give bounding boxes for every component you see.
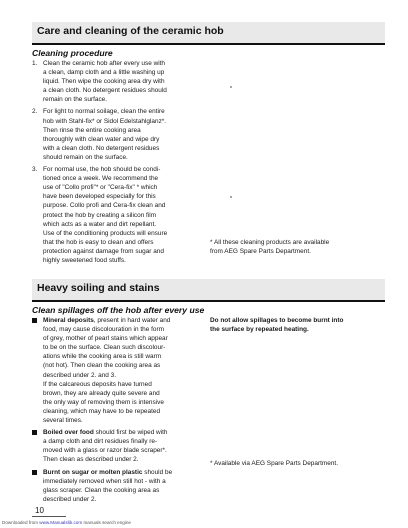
step-text-line: with a clean cloth. No detergent residues <box>43 144 160 152</box>
cleaning-steps-list <box>32 59 207 265</box>
footer-divider <box>32 516 66 517</box>
step-text-line: remain on the surface. <box>43 96 108 104</box>
item-text-line: described under 2. and 3. <box>43 371 117 379</box>
subheading-cleaning-procedure: Cleaning procedure <box>32 48 113 58</box>
step-text-line: For light to normal soilage, clean the entire <box>43 108 165 116</box>
bullet-square-icon <box>32 430 37 435</box>
item-text-line: Then clean as described under 2. <box>43 456 139 464</box>
products-availability-note <box>210 238 390 256</box>
step-text-line: protection against damage from sugar and <box>43 247 164 255</box>
step-number: 1. <box>32 60 38 67</box>
scan-speck <box>230 86 232 88</box>
item-text-line: the only way of removing them is intensive <box>43 398 164 406</box>
item-text-line: cleaning, which may have to be repeated <box>43 407 161 415</box>
bullet-square-icon <box>32 470 37 475</box>
item-text-line: a damp cloth and dirt residues finally re- <box>43 438 158 446</box>
warning-burnt-spillages <box>210 316 390 334</box>
section-title-care-cleaning <box>32 22 385 43</box>
step-text-line: liquid. Then wipe the cooking area dry with <box>43 78 165 86</box>
soiling-item <box>32 428 207 464</box>
step-text-line: that the hob is easy to clean and offers <box>43 238 154 246</box>
item-text-line: food, may cause discolouration in the form <box>43 326 164 334</box>
item-keyword: Mineral deposits <box>43 317 94 324</box>
item-text-line: immediately removed when still hot - with a <box>43 477 166 485</box>
step-text-line: have been developed especially for this <box>43 193 156 201</box>
step-text-line: Then rinse the entire cooking area <box>43 126 141 134</box>
step-text-line: protect the hob by creating a silicon film <box>43 211 157 219</box>
item-text-line: described under 2. <box>43 495 97 503</box>
subheading-clean-spillages: Clean spillages off the hob after every use <box>32 305 205 315</box>
item-keyword: Boiled over food <box>43 429 94 437</box>
warning-text-line: the surface by repeated heating. <box>210 326 309 334</box>
item-text-line: glass scraper. Clean the cooking area as <box>43 486 160 494</box>
step-text-line: a clean, damp cloth and a little washing up <box>43 69 165 77</box>
step-text-line: highly sweetened food stuffs. <box>43 256 126 264</box>
step-text-line: which acts as a water and dirt repellant. <box>43 220 157 228</box>
footer-prefix: Downloaded from <box>2 520 40 525</box>
item-text-line: of grey, mother of pearl stains which appear <box>43 335 168 343</box>
download-footer <box>2 520 131 525</box>
step-number: 3. <box>32 166 38 174</box>
manualslib-link[interactable]: www.Manualslib.com <box>39 520 83 525</box>
item-text-line: If the calcareous deposits have turned <box>43 380 152 388</box>
step-text-line: use of "Collo profi"* or "Cera-fix" * which <box>43 184 158 192</box>
step-text-line: tioned once a week. We recommend the <box>43 175 159 183</box>
section-title-text: Heavy soiling and stains <box>37 282 160 294</box>
step-text-line: hob with Stahl-fix* or Sidol Edelstahlglanz*. <box>43 117 167 125</box>
bullet-square-icon <box>32 318 37 323</box>
item-text-line: moved with a glass or razor blade scraper*. <box>43 447 167 455</box>
soiling-items-list <box>32 316 207 504</box>
footer-suffix: manuals search engine <box>82 520 131 525</box>
cleaning-step <box>32 165 207 265</box>
cleaning-step <box>32 107 207 162</box>
note-text-line: from AEG Spare Parts Department. <box>210 248 311 256</box>
section-rule <box>32 43 385 45</box>
section-title-text: Care and cleaning of the ceramic hob <box>37 25 224 37</box>
item-text-line: ations while the cooking area is still warm <box>43 353 162 361</box>
page-number: 10 <box>35 506 44 515</box>
item-text-line: to be on the surface. Clean such discolour- <box>43 344 166 352</box>
item-first-line: Boiled over food should first be wiped with <box>43 429 168 437</box>
step-number: 2. <box>32 108 38 116</box>
section-rule <box>32 300 385 302</box>
scraper-availability-note: * Available via AEG Spare Parts Department. <box>210 460 338 467</box>
section-title-heavy-soiling <box>32 279 385 300</box>
step-text-line: a clean cloth. No detergent residues should <box>43 87 167 95</box>
item-first-line: Mineral deposits, present in hard water and <box>43 317 171 324</box>
item-keyword: Burnt on sugar or molten plastic <box>43 468 143 476</box>
scan-speck <box>230 196 232 198</box>
step-text-line: Clean the ceramic hob after every use with <box>43 60 166 67</box>
soiling-item <box>32 316 207 425</box>
item-first-line: Burnt on sugar or molten plastic should be <box>43 468 173 476</box>
step-text-line: should remain on the surface. <box>43 153 128 161</box>
soiling-item <box>32 468 207 504</box>
step-text-line: thoroughly with clean water and wipe dry <box>43 135 160 143</box>
cleaning-step <box>32 59 207 104</box>
item-text-line: (not hot). Then clean the cooking area as <box>43 362 161 370</box>
note-text-line: * All these cleaning products are available <box>210 239 330 246</box>
item-text-line: brown, they are already quite severe and <box>43 389 160 397</box>
step-text-line: Use of the conditioning products will ensure <box>43 229 168 237</box>
step-text-line: For normal use, the hob should be condi- <box>43 166 161 174</box>
warning-text-line: Do not allow spillages to become burnt into <box>210 317 344 324</box>
step-text-line: purpose. Collo profi and Cera-fix clean and <box>43 202 166 210</box>
item-text-line: several times. <box>43 417 83 425</box>
